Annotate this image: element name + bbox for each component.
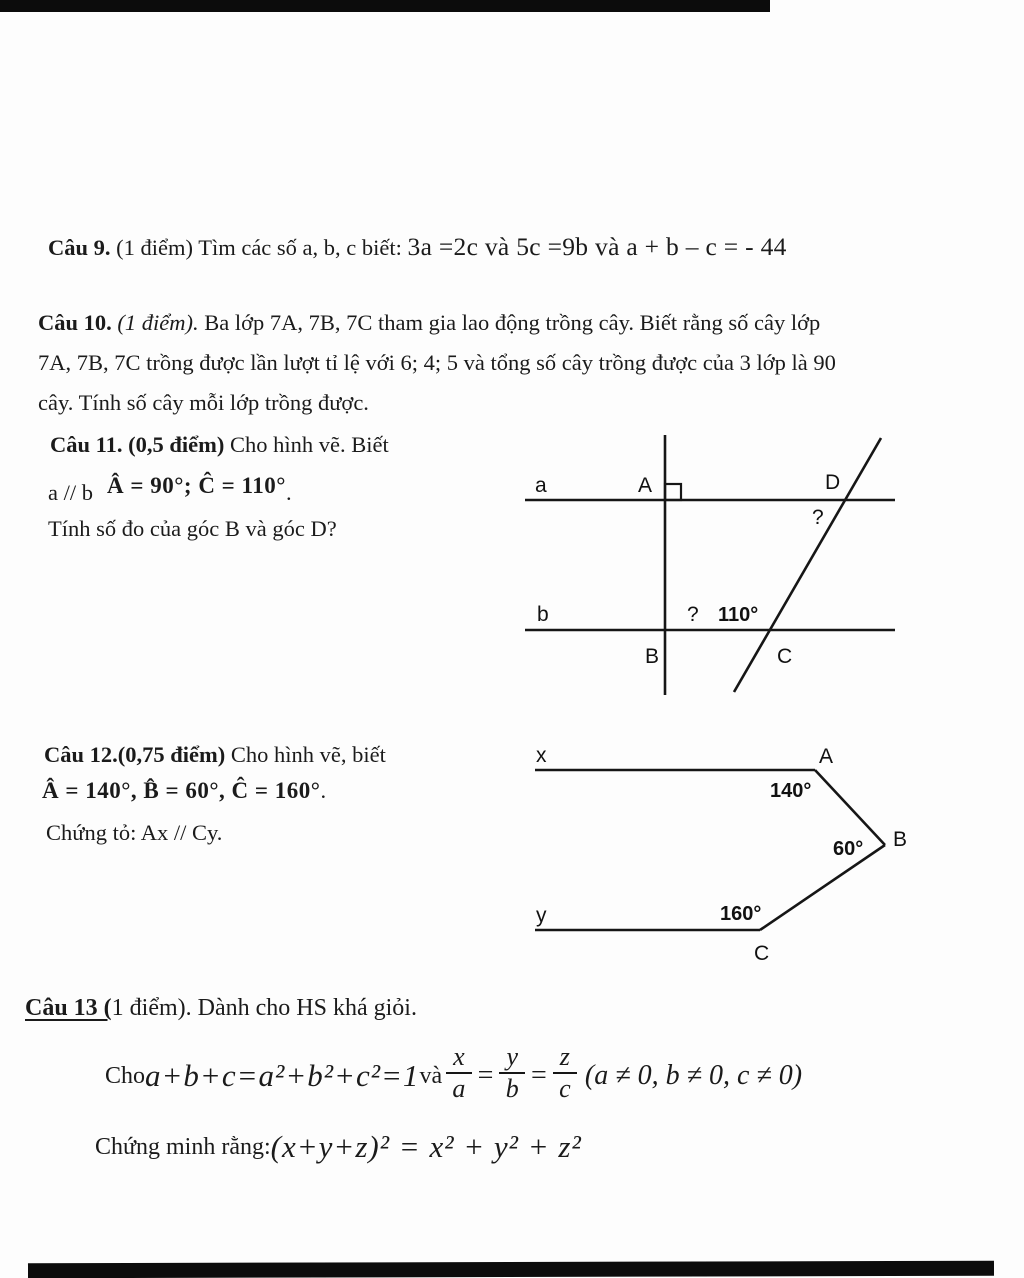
- right-angle-mark: [665, 484, 681, 500]
- figure-q12-angle-A: 140°: [770, 780, 812, 802]
- question-9-label: Câu 9.: [48, 235, 111, 260]
- fraction-numerator: y: [499, 1043, 525, 1074]
- question-9-text: (1 điểm) Tìm các số a, b, c biết:: [110, 235, 408, 260]
- fraction-x-over-a: [446, 1043, 472, 1103]
- equals-sign: =: [530, 1060, 547, 1091]
- question-12-period: .: [320, 778, 327, 803]
- question-12-label: Câu 12.(0,75 điểm): [44, 742, 226, 767]
- question-9-math: 3a =2c và 5c =9b và a + b – c = - 44: [407, 232, 787, 261]
- question-12-line-3: Chứng tỏ: Ax // Cy.: [46, 820, 223, 845]
- figure-q11-transversal-DC: [734, 438, 881, 692]
- question-13-cho: Cho: [105, 1062, 146, 1089]
- question-10-points: (1 điểm).: [111, 310, 199, 335]
- fraction-y-over-b: [499, 1043, 525, 1103]
- figure-q12-label-B: B: [893, 828, 908, 851]
- question-12-line-1: [44, 742, 386, 768]
- question-10-text-1: Ba lớp 7A, 7B, 7C tham gia lao động trồng cây. Biết rằng số cây lớp: [198, 310, 821, 335]
- question-13-label: Câu 13 (: [25, 995, 112, 1021]
- figure-q11-angle-C: 110°: [718, 604, 759, 626]
- question-13-equation-2: (x+y+z)² = x² + y² + z²: [270, 1129, 582, 1164]
- question-13-cm-label: Chứng minh rằng:: [95, 1133, 271, 1160]
- question-13-math-line: [105, 1040, 802, 1112]
- question-11-formula: Â = 90°; Ĉ = 110°: [107, 473, 286, 498]
- question-13-text-1: 1 điểm). Dành cho HS khá giỏi.: [111, 995, 417, 1021]
- question-11-line-2: [48, 473, 292, 506]
- figure-q12-label-y: y: [536, 904, 547, 927]
- fraction-z-over-c: [553, 1043, 577, 1103]
- equals-sign: =: [477, 1060, 494, 1091]
- figure-q12-label-A: A: [819, 745, 834, 768]
- figure-q11-question-D: ?: [812, 506, 824, 529]
- question-11-label: Câu 11. (0,5 điểm): [50, 432, 225, 457]
- fraction-denominator: b: [505, 1073, 519, 1103]
- figure-q12-segment-BC: [760, 845, 885, 930]
- figure-q11-label-C: C: [777, 645, 793, 668]
- question-9: [48, 232, 787, 262]
- figure-q11: [515, 430, 905, 700]
- fraction-numerator: z: [553, 1043, 577, 1074]
- question-10-line-2: 7A, 7B, 7C trồng được lần lượt tỉ lệ với 6; 4; 5 và tổng số cây trồng được của 3 lớp là 90: [38, 350, 836, 375]
- question-11-text-1: Cho hình vẽ. Biết: [224, 432, 389, 457]
- figure-q11-label-D: D: [825, 471, 841, 494]
- question-10-line-1: [38, 303, 836, 343]
- figure-q12-segment-AB: [815, 770, 885, 845]
- question-10: [38, 303, 836, 423]
- question-11-period: .: [285, 480, 292, 505]
- question-13-line-1: [25, 995, 417, 1022]
- fraction-numerator: x: [446, 1043, 472, 1074]
- question-10-label: Câu 10.: [38, 310, 112, 335]
- question-13-equation-1: a+b+c=a²+b²+c²=1: [145, 1058, 420, 1093]
- question-12-formula: Â = 140°, B̂ = 60°, Ĉ = 160°: [42, 778, 321, 803]
- figure-q12-label-C: C: [754, 942, 770, 965]
- scan-artifact-top: [0, 0, 770, 12]
- question-11-line-1: [50, 432, 389, 458]
- question-13-va: và: [419, 1062, 443, 1089]
- question-13-condition: (a ≠ 0, b ≠ 0, c ≠ 0): [584, 1060, 803, 1091]
- question-13-proof-line: [95, 1122, 582, 1172]
- fraction-denominator: a: [452, 1073, 466, 1103]
- figure-q11-label-A: A: [638, 474, 653, 497]
- figure-q12: [520, 735, 920, 980]
- question-12-line-2: [42, 778, 326, 804]
- scan-artifact-bottom: [28, 1261, 994, 1278]
- fraction-denominator: c: [559, 1073, 571, 1103]
- question-12-text-1: Cho hình vẽ, biết: [225, 742, 386, 767]
- figure-q12-angle-B: 60°: [833, 838, 864, 860]
- question-10-line-3: cây. Tính số cây mỗi lớp trồng được.: [38, 390, 369, 415]
- figure-q11-label-a: a: [535, 474, 547, 497]
- figure-q12-label-x: x: [536, 744, 547, 767]
- figure-q12-angle-C: 160°: [720, 903, 762, 925]
- figure-q11-question-B: ?: [687, 603, 699, 626]
- figure-q11-label-B: B: [645, 645, 660, 668]
- question-11-line-3: Tính số đo của góc B và góc D?: [48, 516, 337, 541]
- question-11-parallel: a // b: [48, 480, 93, 505]
- figure-q11-label-b: b: [537, 603, 549, 626]
